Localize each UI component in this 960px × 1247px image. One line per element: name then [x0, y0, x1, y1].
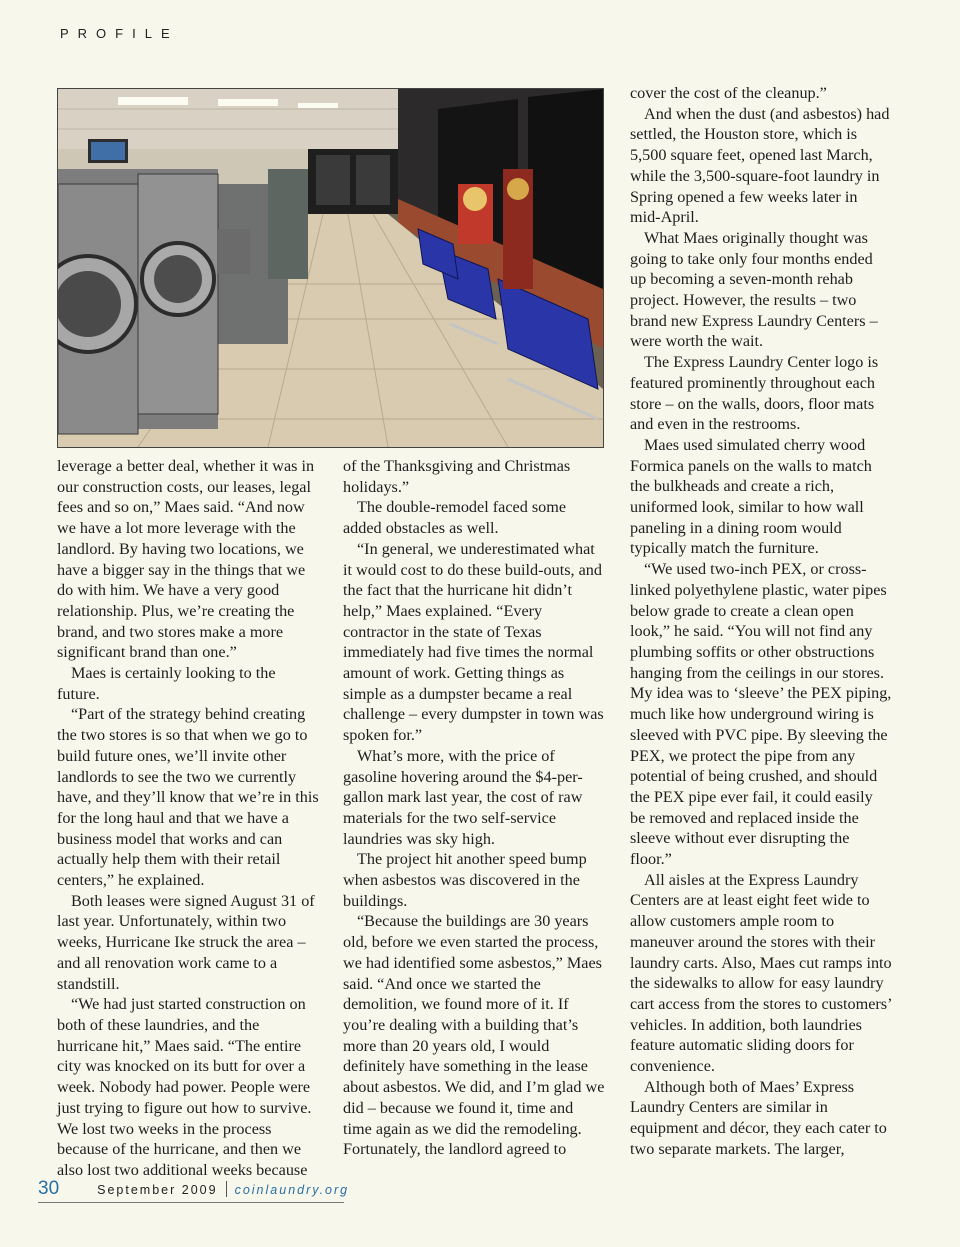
paragraph: “We had just started construction on both of these laundries, and the hurricane hit,” Maes said. “The entire city was knocked on its butt for over a week. Nobody had power. People were just trying to figure out how to survive. We lost two weeks in the process because of the hurricane, and then we also lost two additional weeks because [57, 995, 312, 1179]
paragraph: And when the dust (and asbestos) had settled, the Houston store, which is 5,500 square feet, opened last March, while the 3,500-square-foot laundry in Spring opened a few weeks later in mid-April. [630, 104, 890, 227]
page-footer [38, 1178, 349, 1200]
article-column-2 [343, 456, 605, 1160]
issue-date: September 2009 [97, 1183, 218, 1197]
paragraph: leverage a better deal, whether it was in our construction costs, our leases, legal fees and so on,” Maes said. “And now we have a lot more leverage with the landlord. By having two locations, we have a bigger say in the things that we do with him. We have a very good relationship. Plus, we’re creating the brand, and two stores make a more significant brand than one.” [57, 457, 315, 662]
paragraph: What’s more, with the price of gasoline hovering around the $4-per-gallon mark last year, the cost of raw materials for the two self-service laundries was sky high. [343, 746, 583, 848]
paragraph: “Part of the strategy behind creating the two stores is so that when we go to build future ones, we’ll invite other landlords to see the two we currently have, and they’ll know that we’re in this for the long haul and that we have a business model that works and can actually help them with their retail centers,” he explained. [57, 705, 319, 890]
paragraph: “We used two-inch PEX, or cross-linked polyethylene plastic, water pipes below grade to create a clean open look,” he said. “You will not find any plumbing soffits or other obstructions hanging from the ceilings in our stores. My idea was to ‘sleeve’ the PEX piping, much like how underground wiring is sleeved with PVC pipe. By sleeving the PEX, we protect the pipe from any potential of being crushed, and should the PEX pipe ever fail, it could easily be removed and replaced inside the sleeve without ever disrupting the floor.” [630, 560, 892, 869]
page-number: 30 [38, 1178, 60, 1199]
footer-divider [226, 1181, 227, 1197]
section-label: PROFILE [60, 26, 179, 41]
paragraph: Maes is certainly looking to the future. [57, 664, 276, 703]
paragraph: Both leases were signed August 31 of last year. Unfortunately, within two weeks, Hurricane Ike struck the area – and all renovation work came to a standstill. [57, 891, 315, 993]
paragraph: All aisles at the Express Laundry Centers are at least eight feet wide to allow customers ample room to maneuver around the stores with their laundry carts. Also, Maes cut ramps into the sidewalks to allow for easy laundry cart access from the stores to customers’ vehicles. In addition, both laundries feature automatic sliding doors for convenience. [630, 870, 892, 1076]
footer-rule [38, 1202, 344, 1203]
site-link[interactable]: coinlaundry.org [234, 1183, 350, 1197]
article-column-1 [57, 456, 319, 1181]
laundromat-photo [57, 88, 604, 448]
paragraph: Although both of Maes’ Express Laundry Centers are similar in equipment and décor, they each cater to two separate markets. The larger, [630, 1077, 887, 1158]
paragraph: The Express Laundry Center logo is featured prominently throughout each store – on the walls, doors, floor mats and even in the restrooms. [630, 353, 879, 434]
paragraph: of the Thanksgiving and Christmas holidays.” [343, 457, 571, 496]
paragraph: “In general, we underestimated what it would cost to do these build-outs, and the fact that the hurricane hit didn’t help,” Maes explained. “Every contractor in the state of Texas immediately had five times the normal amount of work. Getting things as simple as a dumpster became a real challenge – every dumpster in town was spoken for.” [343, 539, 604, 745]
paragraph: The double-remodel faced some added obstacles as well. [343, 498, 566, 538]
paragraph: What Maes originally thought was going to take only four months ended up becoming a seven-month rehab project. However, the results – two brand new Express Laundry Centers – were worth the wait. [630, 228, 878, 351]
paragraph: The project hit another speed bump when asbestos was discovered in the buildings. [343, 850, 587, 910]
article-column-3 [630, 83, 892, 1160]
paragraph: “Because the buildings are 30 years old, before we even started the process, we had identified some asbestos,” Maes said. “And once we started the demolition, we found more of it. If you’re dealing with a building that’s more than 20 years old, I would definitely have something in the lease about asbestos. We did, and I’m glad we did – because we found it, time and time again as we did the remodeling. Fortunately, the landlord agreed to [343, 912, 605, 1159]
paragraph: Maes used simulated cherry wood Formica panels on the walls to match the bulkheads and create a rich, uniformed look, similar to how wall paneling in a dining room would typically match the furniture. [630, 435, 872, 558]
paragraph: cover the cost of the cleanup.” [630, 84, 827, 102]
